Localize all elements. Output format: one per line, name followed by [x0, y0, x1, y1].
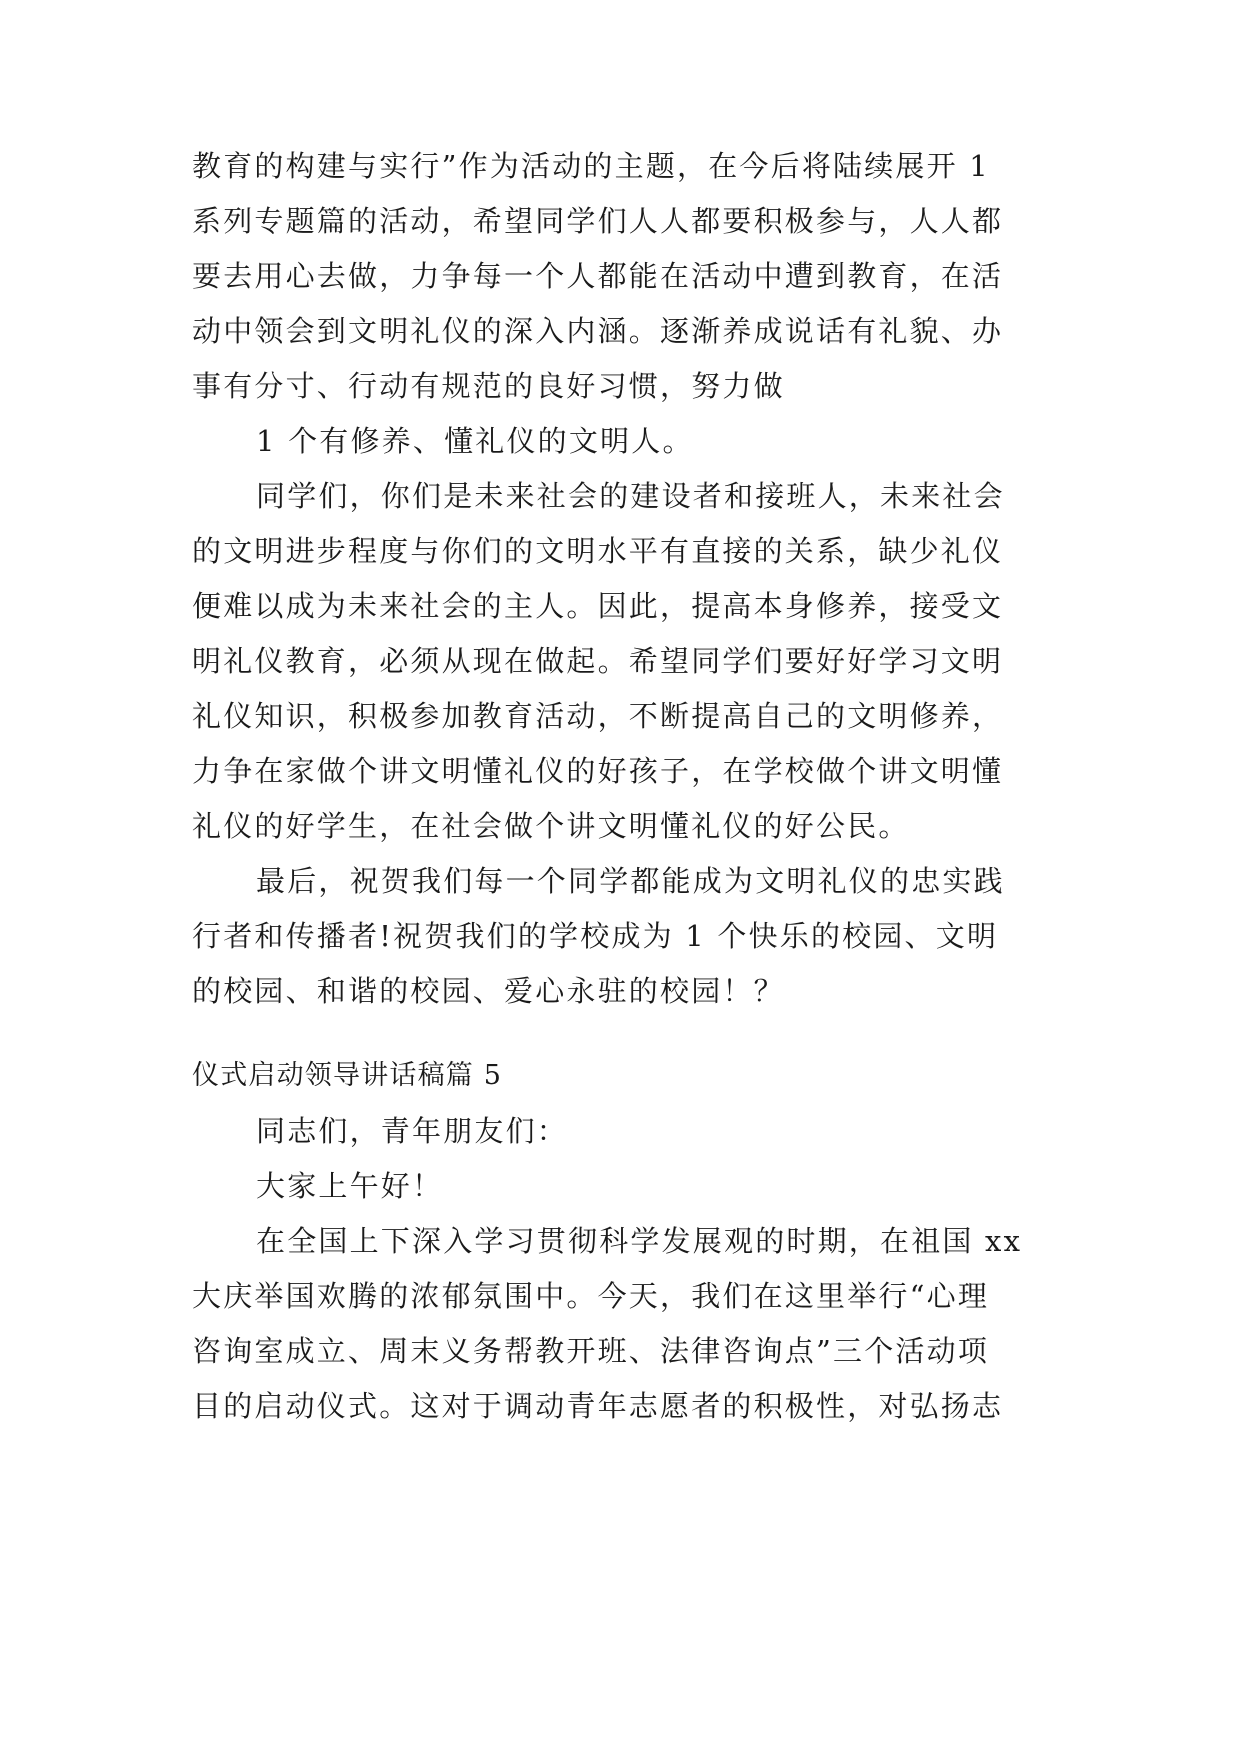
paragraph-line: 事有分寸、行动有规范的良好习惯，努力做 — [192, 369, 785, 403]
paragraph-line: 大家上午好！ — [256, 1169, 444, 1203]
paragraph-line: 同志们，青年朋友们： — [256, 1114, 569, 1148]
paragraph-line: 在全国上下深入学习贯彻科学发展观的时期，在祖国 xx — [256, 1224, 1023, 1258]
paragraph-line: 教育的构建与实行”作为活动的主题，在今后将陆续展开 1 — [192, 149, 990, 183]
section-heading: 仪式启动领导讲话稿篇 5 — [192, 1060, 503, 1091]
paragraph-line: 目的启动仪式。这对于调动青年志愿者的积极性，对弘扬志 — [192, 1389, 1004, 1423]
paragraph-line: 礼仪知识，积极参加教育活动，不断提高自己的文明修养， — [192, 699, 1004, 733]
paragraph-line: 的文明进步程度与你们的文明水平有直接的关系，缺少礼仪 — [192, 534, 1004, 568]
paragraph-line: 最后，祝贺我们每一个同学都能成为文明礼仪的忠实践 — [256, 864, 1005, 898]
paragraph-line: 要去用心去做，力争每一个人都能在活动中遭到教育，在活 — [192, 259, 1004, 293]
paragraph-line: 行者和传播者!祝贺我们的学校成为 1 个快乐的校园、文明 — [192, 919, 999, 953]
paragraph-line: 大庆举国欢腾的浓郁氛围中。今天，我们在这里举行“心理 — [192, 1279, 990, 1313]
paragraph-line: 明礼仪教育，必须从现在做起。希望同学们要好好学习文明 — [192, 644, 1004, 678]
paragraph-line: 系列专题篇的活动，希望同学们人人都要积极参与，人人都 — [192, 204, 1004, 238]
paragraph-line: 力争在家做个讲文明懂礼仪的好孩子，在学校做个讲文明懂 — [192, 754, 1004, 788]
paragraph-line: 1 个有修养、懂礼仪的文明人。 — [256, 424, 694, 458]
paragraph-line: 的校园、和谐的校园、爱心永驻的校园！？ — [192, 974, 785, 1008]
paragraph-line: 同学们，你们是未来社会的建设者和接班人，未来社会 — [256, 479, 1005, 513]
paragraph-line: 动中领会到文明礼仪的深入内涵。逐渐养成说话有礼貌、办 — [192, 314, 1004, 348]
paragraph-line: 礼仪的好学生，在社会做个讲文明懂礼仪的好公民。 — [192, 809, 910, 843]
paragraph-line: 便难以成为未来社会的主人。因此，提高本身修养，接受文 — [192, 589, 1004, 623]
paragraph-line: 咨询室成立、周末义务帮教开班、法律咨询点”三个活动项 — [192, 1334, 990, 1368]
